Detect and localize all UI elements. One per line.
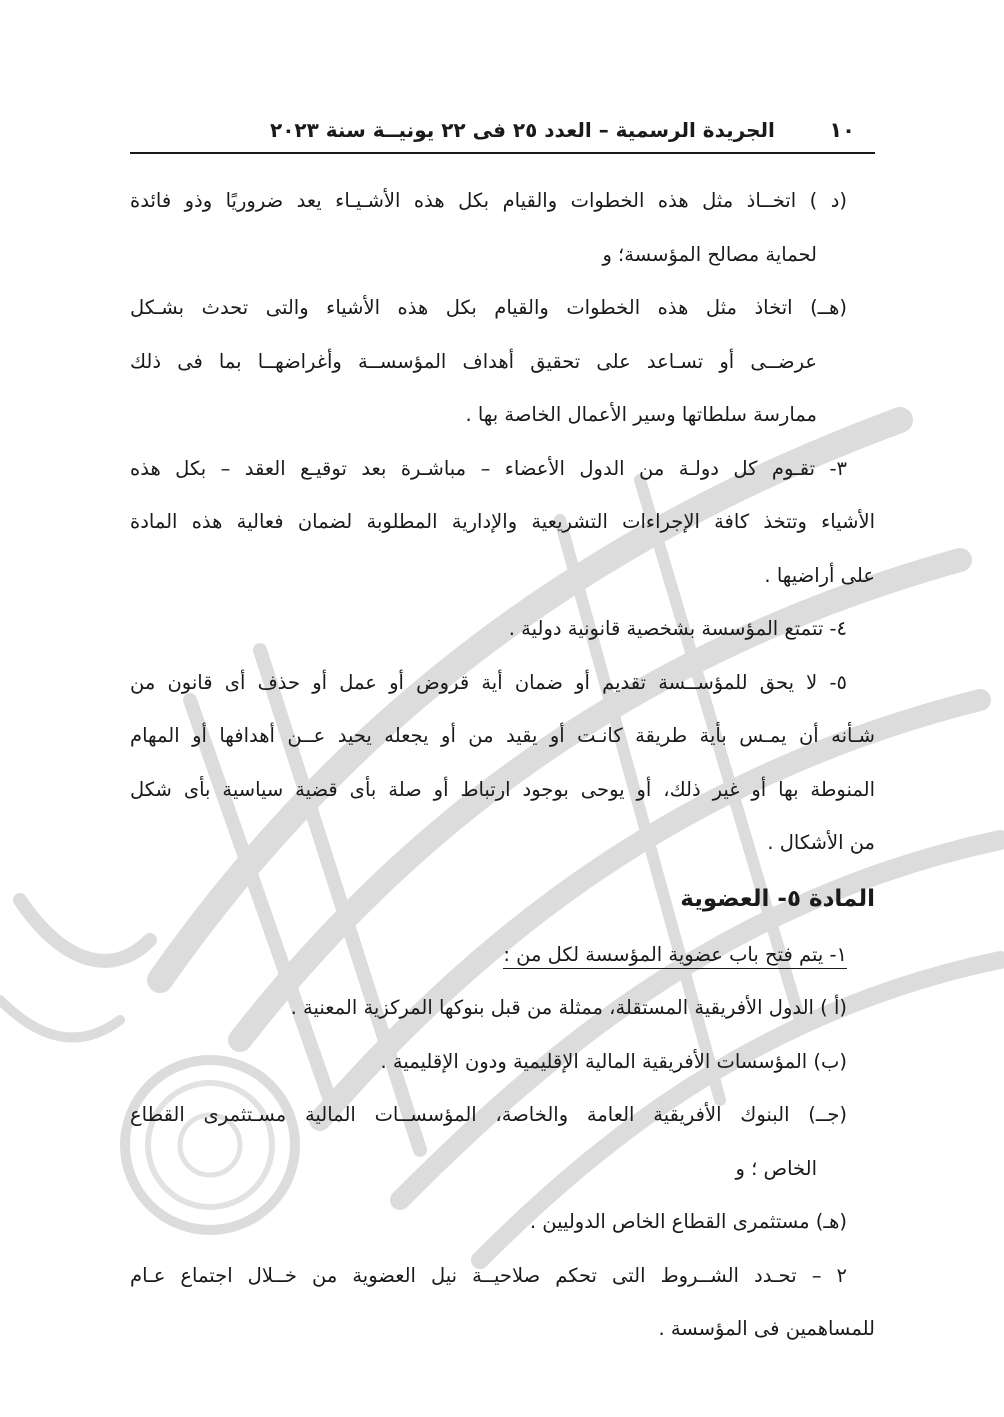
paragraph-line: المنوطة بها أو غير ذلك، أو يوحى بوجود ارتباط أو صلة بأى قضية سياسية بأى شكل (130, 777, 875, 801)
paragraph-line: ٥- لا يحق للمؤســسة تقديم أو ضمان أية قروض أو عمل أو حذف أى قانون من (130, 670, 847, 694)
paragraph-line: (هــ) اتخاذ مثل هذه الخطوات والقيام بكل هذه الأشياء والتى تحدث بشـكل (130, 296, 847, 319)
document-body (130, 174, 875, 1356)
paragraph-line: من الأشكال . (767, 831, 875, 854)
paragraph-line: (ب) المؤسسات الأفريقية المالية الإقليمية ودون الإقليمية . (380, 1049, 847, 1073)
paragraph-line: (د ) اتخــاذ مثل هذه الخطوات والقيام بكل هذه الأشـيـاء يعد ضروريًا وذو فائدة (130, 189, 847, 212)
paragraph-line: ٢ – تحـدد الشــروط التى تحكم صلاحيــة نيل العضوية من خــلال اجتماع عـام (130, 1263, 847, 1287)
paragraph-line: على أراضيها . (764, 563, 875, 587)
paragraph-line: عرضــى أو تسـاعد على تحقيق أهداف المؤسســة وأغراضهــا بما فى ذلك (130, 349, 817, 373)
paragraph-line (130, 928, 875, 982)
article-heading: المادة ٥- العضوية (680, 885, 875, 912)
paragraph-line: ٣- تقـوم كل دولـة من الدول الأعضاء – مباشـرة بعد توقيـع العقد – بكل هذه (130, 456, 847, 480)
paragraph-line: الأشياء وتتخذ كافة الإجراءات التشريعية والإدارية المطلوبة لضمان فعالية هذه المادة (130, 510, 875, 533)
paragraph-line: لحماية مصالح المؤسسة؛ و (602, 242, 817, 266)
page-header (130, 100, 875, 154)
paragraph-line: شـأنه أن يمـس بأية طريقة كانـت أو يقيد من أو يجعله يحيد عــن أهدافها أو المهام (130, 724, 875, 747)
paragraph-line: (أ ) الدول الأفريقية المستقلة، ممثلة من قبل بنوكها المركزية المعنية . (290, 996, 847, 1019)
paragraph-line: (جــ) البنوك الأفريقية العامة والخاصة، المؤسســات المالية مسـتثمرى القطاع (130, 1103, 847, 1126)
underlined-clause: ١- يتم فتح باب عضوية المؤسسة لكل من : (503, 943, 847, 969)
paragraph-line: للمساهمين فى المؤسسة . (658, 1317, 875, 1340)
paragraph-line: ٤- تتمتع المؤسسة بشخصية قانونية دولية . (508, 617, 847, 640)
page-number: ١٠ (829, 118, 855, 142)
running-title: الجريدة الرسمية – العدد ٢٥ فى ٢٢ يونيــة سنة ٢٠٢٣ (270, 118, 775, 142)
paragraph-line: (هـ) مستثمرى القطاع الخاص الدوليين . (529, 1210, 847, 1233)
paragraph-line: الخاص ؛ و (735, 1156, 817, 1180)
document-page (130, 100, 875, 1356)
paragraph-line: ممارسة سلطاتها وسير الأعمال الخاصة بها . (465, 403, 817, 426)
